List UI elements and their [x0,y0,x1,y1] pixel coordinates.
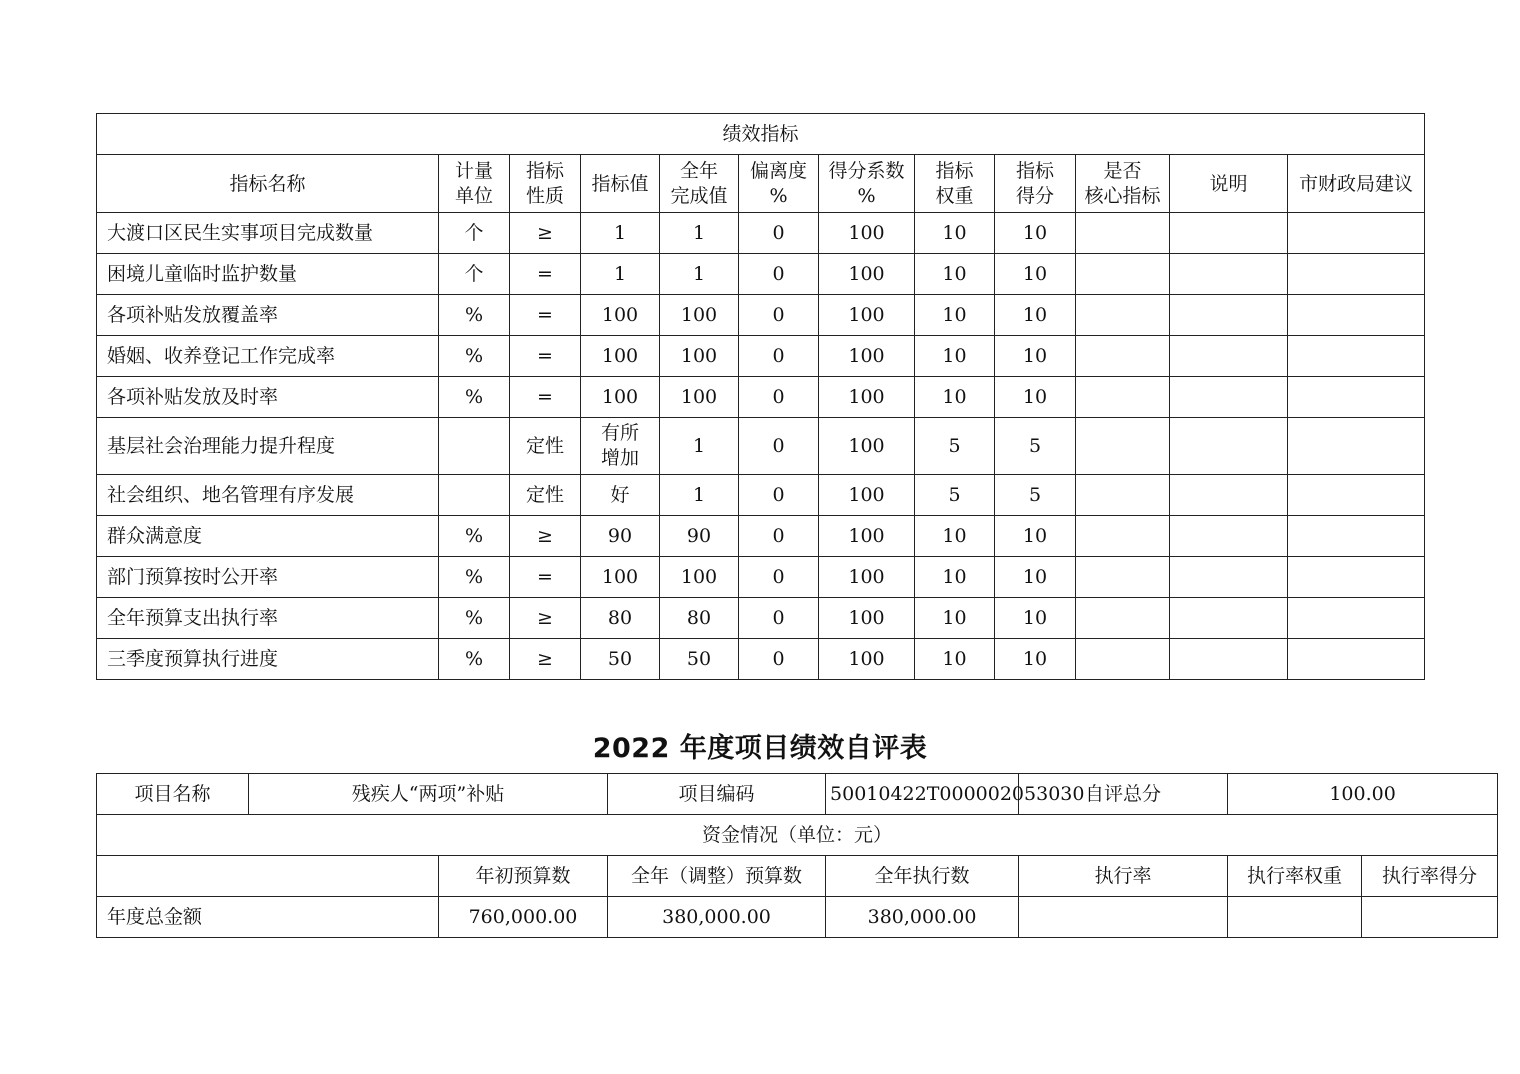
indicator-nature: = [510,254,581,295]
fund-title-row [97,815,1498,856]
indicator-coef: 100 [819,418,915,475]
indicator-core [1076,336,1170,377]
indicator-done: 80 [660,598,739,639]
project-info-row [97,774,1498,815]
table-row [97,336,1425,377]
indicator-done: 100 [660,336,739,377]
indicator-core [1076,254,1170,295]
header-weight: 指标 权重 [915,155,995,213]
header-adjusted-budget: 全年（调整）预算数 [608,856,826,897]
table-row [97,557,1425,598]
indicator-score: 10 [995,336,1076,377]
indicator-deviation: 0 [739,557,819,598]
indicator-deviation: 0 [739,418,819,475]
table-row [97,254,1425,295]
header-done: 全年 完成值 [660,155,739,213]
indicator-nature: 定性 [510,475,581,516]
indicator-core [1076,418,1170,475]
indicator-score: 10 [995,254,1076,295]
indicator-note [1170,295,1288,336]
indicator-unit [439,475,510,516]
indicator-unit: % [439,639,510,680]
indicator-value: 50 [581,639,660,680]
indicator-name: 大渡口区民生实事项目完成数量 [97,213,439,254]
indicator-advice [1288,516,1425,557]
indicator-deviation: 0 [739,377,819,418]
header-coef: 得分系数 % [819,155,915,213]
indicator-weight: 10 [915,336,995,377]
indicator-core [1076,557,1170,598]
indicator-weight: 10 [915,295,995,336]
indicator-value: 100 [581,295,660,336]
indicator-unit: % [439,336,510,377]
table-title: 绩效指标 [97,114,1425,155]
indicator-nature: = [510,295,581,336]
indicator-core [1076,598,1170,639]
indicator-advice [1288,336,1425,377]
indicator-name: 三季度预算执行进度 [97,639,439,680]
indicator-weight: 10 [915,557,995,598]
table-row [97,475,1425,516]
indicator-unit [439,418,510,475]
indicator-value: 100 [581,377,660,418]
indicator-note [1170,516,1288,557]
initial-budget-value: 760,000.00 [439,897,608,938]
header-name: 指标名称 [97,155,439,213]
exec-rate-weight-value [1228,897,1362,938]
header-deviation: 偏离度 % [739,155,819,213]
indicator-advice [1288,295,1425,336]
table-row [97,639,1425,680]
indicator-unit: % [439,557,510,598]
indicator-nature: ≥ [510,639,581,680]
indicator-done: 1 [660,475,739,516]
indicator-advice [1288,377,1425,418]
indicator-done: 1 [660,213,739,254]
indicator-core [1076,295,1170,336]
indicator-value: 100 [581,336,660,377]
exec-rate-value [1019,897,1228,938]
indicator-nature: = [510,377,581,418]
indicator-unit: % [439,598,510,639]
indicator-core [1076,475,1170,516]
indicator-unit: 个 [439,254,510,295]
indicator-value: 90 [581,516,660,557]
indicator-weight: 10 [915,254,995,295]
indicator-value: 好 [581,475,660,516]
indicator-value: 1 [581,254,660,295]
indicator-deviation: 0 [739,639,819,680]
table-row [97,418,1425,475]
indicator-name: 各项补贴发放覆盖率 [97,295,439,336]
indicator-coef: 100 [819,516,915,557]
indicator-done: 100 [660,295,739,336]
indicator-weight: 10 [915,639,995,680]
indicator-value: 1 [581,213,660,254]
header-note: 说明 [1170,155,1288,213]
indicator-note [1170,639,1288,680]
indicator-done: 1 [660,418,739,475]
indicator-advice [1288,598,1425,639]
table-row [97,377,1425,418]
indicator-note [1170,557,1288,598]
indicator-score: 10 [995,516,1076,557]
indicator-nature: ≥ [510,213,581,254]
indicator-coef: 100 [819,213,915,254]
indicator-score: 5 [995,418,1076,475]
indicator-unit: % [439,516,510,557]
performance-indicator-table [96,113,1425,680]
indicator-name: 婚姻、收养登记工作完成率 [97,336,439,377]
indicator-core [1076,516,1170,557]
header-score: 指标 得分 [995,155,1076,213]
executed-value: 380,000.00 [826,897,1019,938]
indicator-unit: % [439,377,510,418]
indicator-nature: ≥ [510,516,581,557]
indicator-deviation: 0 [739,475,819,516]
indicator-done: 90 [660,516,739,557]
table-row [97,516,1425,557]
header-nature: 指标 性质 [510,155,581,213]
project-fund-table [96,773,1498,938]
indicator-nature: = [510,336,581,377]
indicator-score: 10 [995,598,1076,639]
indicator-name: 各项补贴发放及时率 [97,377,439,418]
table-row [97,897,1498,938]
indicator-note [1170,418,1288,475]
adjusted-budget-value: 380,000.00 [608,897,826,938]
indicator-note [1170,336,1288,377]
indicator-nature: ≥ [510,598,581,639]
project-code-label: 项目编码 [608,774,826,815]
indicator-advice [1288,418,1425,475]
indicator-coef: 100 [819,475,915,516]
header-exec-rate: 执行率 [1019,856,1228,897]
indicator-name: 群众满意度 [97,516,439,557]
indicator-unit: 个 [439,213,510,254]
total-score-label: 自评总分 [1019,774,1228,815]
indicator-deviation: 0 [739,295,819,336]
table-row [97,213,1425,254]
indicator-coef: 100 [819,254,915,295]
indicator-coef: 100 [819,598,915,639]
annual-total-label: 年度总金额 [97,897,439,938]
header-value: 指标值 [581,155,660,213]
indicator-coef: 100 [819,336,915,377]
indicator-note [1170,475,1288,516]
indicator-deviation: 0 [739,213,819,254]
indicator-name: 全年预算支出执行率 [97,598,439,639]
project-name: 残疾人“两项”补贴 [249,774,608,815]
indicator-nature: 定性 [510,418,581,475]
indicator-deviation: 0 [739,598,819,639]
header-advice: 市财政局建议 [1288,155,1425,213]
fund-header-row [97,856,1498,897]
indicator-advice [1288,557,1425,598]
indicator-coef: 100 [819,377,915,418]
exec-rate-score-value [1362,897,1498,938]
indicator-advice [1288,254,1425,295]
header-core: 是否 核心指标 [1076,155,1170,213]
indicator-name: 基层社会治理能力提升程度 [97,418,439,475]
indicator-name: 部门预算按时公开率 [97,557,439,598]
indicator-core [1076,639,1170,680]
indicator-advice [1288,213,1425,254]
fund-header-blank [97,856,439,897]
header-exec-rate-score: 执行率得分 [1362,856,1498,897]
indicator-advice [1288,475,1425,516]
indicator-note [1170,377,1288,418]
indicator-coef: 100 [819,295,915,336]
indicator-name: 困境儿童临时监护数量 [97,254,439,295]
indicator-score: 10 [995,557,1076,598]
header-exec-rate-weight: 执行率权重 [1228,856,1362,897]
project-name-label: 项目名称 [97,774,249,815]
indicator-weight: 5 [915,418,995,475]
indicator-weight: 10 [915,213,995,254]
indicator-advice [1288,639,1425,680]
indicator-note [1170,598,1288,639]
indicator-done: 1 [660,254,739,295]
header-executed: 全年执行数 [826,856,1019,897]
indicator-note [1170,213,1288,254]
indicator-score: 5 [995,475,1076,516]
indicator-coef: 100 [819,639,915,680]
indicator-coef: 100 [819,557,915,598]
indicator-done: 100 [660,377,739,418]
indicator-score: 10 [995,377,1076,418]
indicator-score: 10 [995,295,1076,336]
indicator-weight: 10 [915,598,995,639]
indicator-unit: % [439,295,510,336]
indicator-score: 10 [995,639,1076,680]
indicator-value: 有所 增加 [581,418,660,475]
indicator-weight: 10 [915,377,995,418]
indicator-nature: = [510,557,581,598]
indicator-deviation: 0 [739,336,819,377]
indicator-weight: 5 [915,475,995,516]
indicator-name: 社会组织、地名管理有序发展 [97,475,439,516]
table-row [97,598,1425,639]
indicator-weight: 10 [915,516,995,557]
indicator-deviation: 0 [739,516,819,557]
indicator-value: 100 [581,557,660,598]
indicator-done: 100 [660,557,739,598]
header-initial-budget: 年初预算数 [439,856,608,897]
header-unit: 计量 单位 [439,155,510,213]
header-row [97,155,1425,213]
indicator-core [1076,213,1170,254]
indicator-deviation: 0 [739,254,819,295]
indicator-done: 50 [660,639,739,680]
section-title: 2022 年度项目绩效自评表 [592,733,928,764]
table-row [97,295,1425,336]
indicator-core [1076,377,1170,418]
fund-title: 资金情况（单位：元） [97,815,1498,856]
project-code: 50010422T000002053030 [826,774,1019,815]
total-score: 100.00 [1228,774,1498,815]
indicator-value: 80 [581,598,660,639]
indicator-note [1170,254,1288,295]
indicator-score: 10 [995,213,1076,254]
